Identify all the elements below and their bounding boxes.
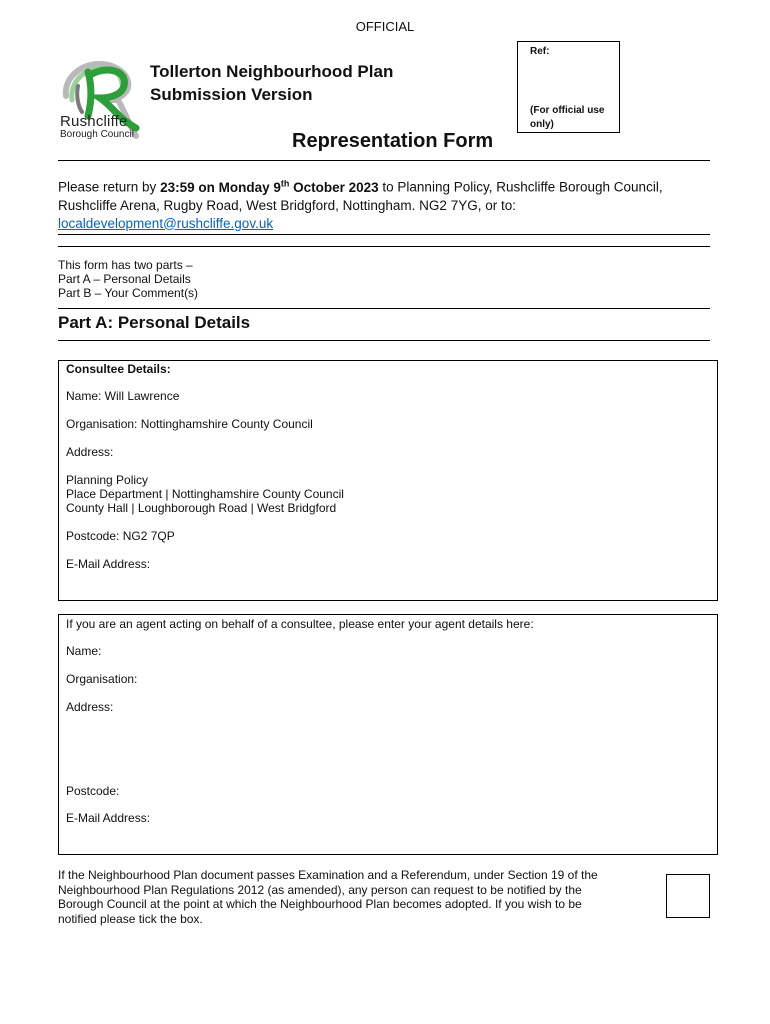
notification-text: If the Neighbourhood Plan document passes Examination and a Referendum, under Section 19 of the Neighbourhood Plan Regulations 2012 (as amended), any person can request to be notified by the Borough Council at the point at which the Neighbourhood Plan becomes adopted. If you wish to be notified please tick the box.	[58, 868, 598, 926]
plan-title-line1: Tollerton Neighbourhood Plan	[150, 62, 394, 81]
consultee-organisation[interactable]: Organisation: Nottinghamshire County Council	[66, 417, 313, 431]
consultee-email[interactable]: E-Mail Address:	[66, 557, 151, 571]
part-a-heading: Part A: Personal Details	[58, 313, 251, 332]
form-title: Representation Form	[292, 130, 494, 152]
agent-organisation[interactable]: Organisation:	[66, 672, 138, 686]
divider	[58, 246, 710, 247]
divider	[58, 160, 710, 161]
classification-label: OFFICIAL	[355, 19, 415, 34]
agent-details-box	[58, 614, 718, 855]
email-link[interactable]: localdevelopment@rushcliffe.gov.uk	[58, 215, 274, 231]
official-use-note: (For official use only)	[530, 105, 605, 130]
consultee-postcode[interactable]: Postcode: NG2 7QP	[66, 529, 175, 543]
divider	[58, 340, 710, 341]
logo-wordmark: Rushcliffe	[60, 113, 128, 130]
return-instructions: Please return by 23:59 on Monday 9th October 2023 to Planning Policy, Rushcliffe Borough Council, Rushcliffe Arena, Rugby Road, West Bridgford, Nottingham. NG2 7YG, or to: localdevelopment@rushcliffe.gov.uk	[58, 178, 663, 231]
parts-intro: This form has two parts – Part A – Personal Details Part B – Your Comment(s)	[58, 258, 199, 300]
consultee-name[interactable]: Name: Will Lawrence	[66, 389, 180, 403]
consultee-address[interactable]: Planning Policy Place Department | Nottinghamshire County Council County Hall | Loughborough Road | West Bridgford	[66, 473, 344, 515]
agent-address[interactable]: Address:	[66, 700, 114, 714]
agent-email[interactable]: E-Mail Address:	[66, 811, 151, 825]
plan-title	[150, 60, 393, 106]
divider	[58, 308, 710, 309]
logo-subtitle: Borough Council	[60, 129, 134, 140]
agent-intro: If you are an agent acting on behalf of a consultee, please enter your agent details here:	[66, 617, 534, 631]
plan-title-line2: Submission Version	[150, 85, 313, 104]
agent-postcode[interactable]: Postcode:	[66, 784, 120, 798]
agent-name[interactable]: Name:	[66, 644, 102, 658]
consultee-details-title: Consultee Details:	[66, 362, 171, 376]
divider	[58, 234, 710, 235]
ref-label: Ref:	[530, 46, 550, 57]
consultee-address-label: Address:	[66, 445, 114, 459]
notify-checkbox[interactable]	[666, 874, 710, 918]
